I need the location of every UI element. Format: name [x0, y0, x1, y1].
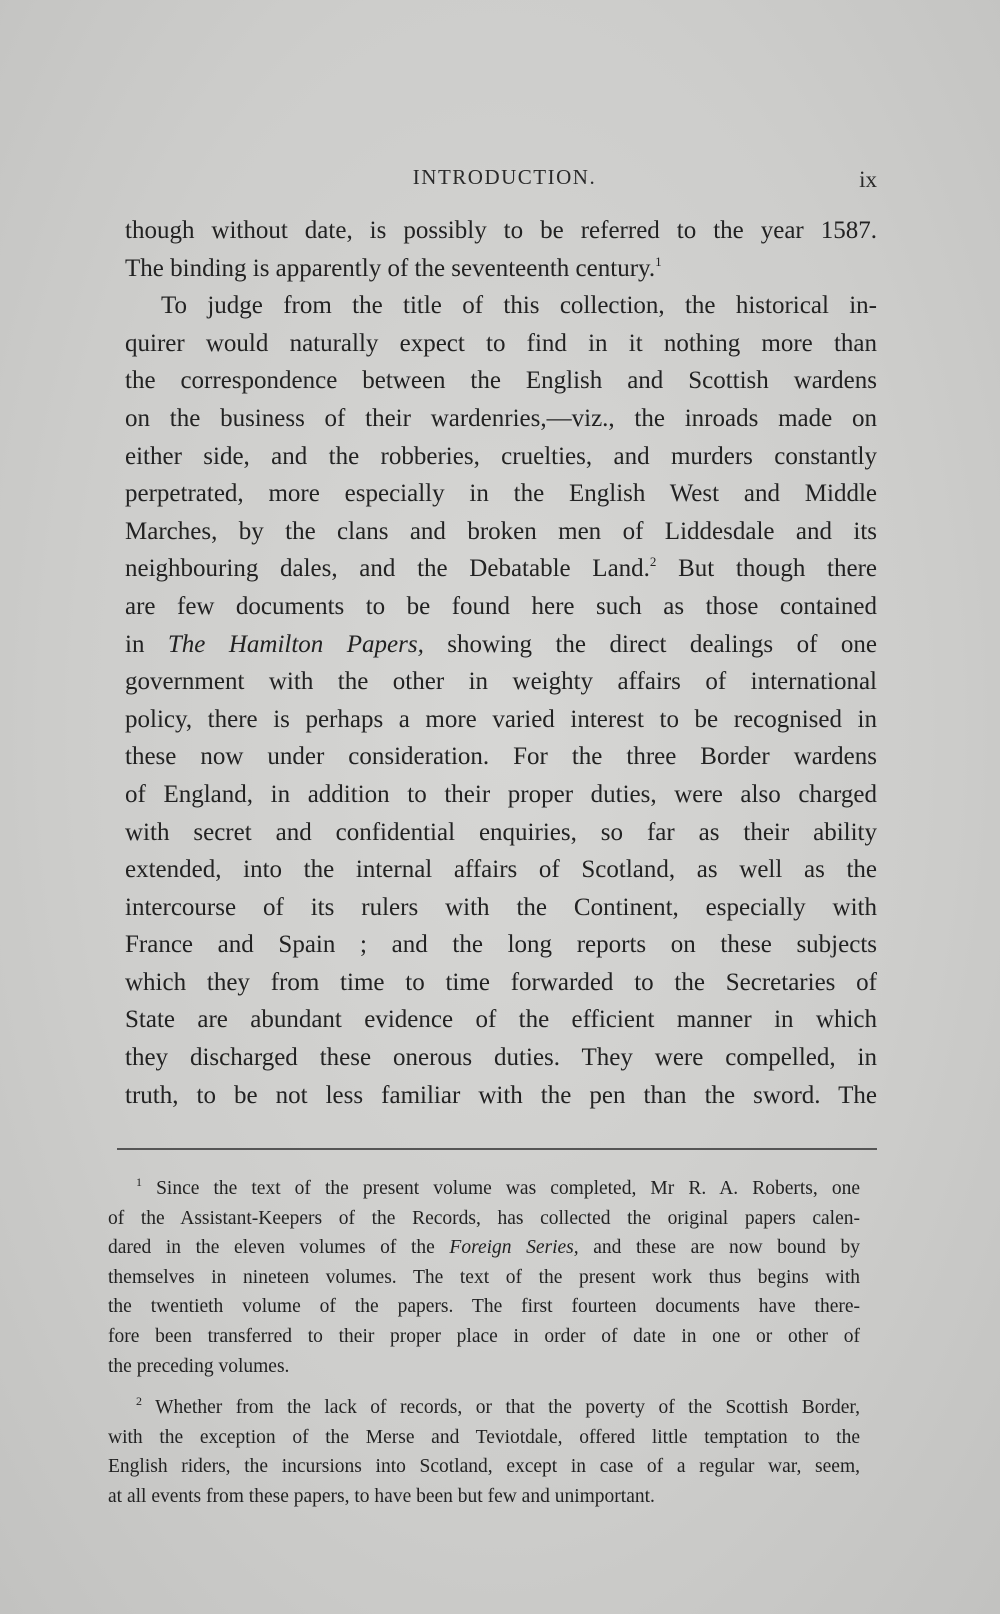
- footnote-1-line: the preceding volumes.: [108, 1355, 290, 1377]
- text-line: are few documents to be found here such as those contained: [125, 592, 877, 620]
- text-line: of England, in addition to their proper duties, were also charged: [125, 780, 877, 808]
- footnote-1-line: [108, 1174, 860, 1204]
- main-text: [125, 212, 877, 1114]
- paragraph-first-line: To judge from the title of this collection, the historical in-: [161, 292, 877, 320]
- text-line: France and Spain ; and the long reports on these subjects: [125, 931, 877, 959]
- footnote-ref: 2: [649, 554, 657, 570]
- text-line: quirer would naturally expect to find in it nothing more than: [125, 329, 877, 357]
- footnote-1-line: fore been transferred to their proper place in order of date in one or other of: [108, 1325, 860, 1347]
- text-span: in: [125, 630, 168, 658]
- text-line: [125, 550, 877, 588]
- text-line: extended, into the internal affairs of Scotland, as well as the: [125, 856, 877, 884]
- text-line: policy, there is perhaps a more varied interest to be recognised in: [125, 705, 877, 733]
- text-span: The binding is apparently of the seventeenth century.: [125, 254, 656, 282]
- text-span: But though there: [656, 555, 877, 583]
- italic-title: Foreign Series,: [449, 1237, 579, 1259]
- footnote-1-line: of the Assistant-Keepers of the Records, has collected the original papers calen-: [108, 1207, 860, 1229]
- text-line: [125, 626, 877, 664]
- text-line: these now under consideration. For the three Border wardens: [125, 743, 877, 771]
- running-head: INTRODUCTION.: [412, 165, 597, 189]
- page-header: [132, 165, 877, 199]
- text-line: though without date, is possibly to be referred to the year 1587.: [125, 217, 877, 244]
- italic-title: The Hamilton Papers,: [167, 630, 424, 658]
- text-span: dared in the eleven volumes of the: [108, 1237, 450, 1259]
- page-number: ix: [859, 167, 877, 192]
- text-span: and these are now bound by: [578, 1237, 861, 1259]
- text-span: showing the direct dealings of one: [423, 630, 877, 658]
- text-line: on the business of their wardenries,—viz., the inroads made on: [125, 404, 877, 432]
- footnote-1-line: [108, 1233, 860, 1263]
- footnote-ref: 1: [655, 253, 662, 269]
- text-line: which they from time to time forwarded to the Secretaries of: [125, 968, 877, 996]
- text-line: the correspondence between the English and Scottish wardens: [125, 367, 877, 395]
- text-span: Whether from the lack of records, or that the poverty of the Scottish Border,: [155, 1397, 860, 1419]
- footnote-2-mark: 2: [136, 1394, 142, 1409]
- text-line: they discharged these onerous duties. They were compelled, in: [125, 1044, 877, 1072]
- text-line: with secret and confidential enquiries, so far as their ability: [125, 818, 877, 846]
- footnote-1-line: themselves in nineteen volumes. The text of the present work thus begins with: [108, 1266, 860, 1288]
- text-span: Since the text of the present volume was completed, Mr R. A. Roberts, one: [156, 1178, 860, 1199]
- text-line: [125, 250, 877, 288]
- text-line: State are abundant evidence of the efficient manner in which: [125, 1006, 877, 1034]
- footnote-2-line: with the exception of the Merse and Teviotdale, offered little temptation to the: [108, 1426, 860, 1448]
- footnote-1-line: the twentieth volume of the papers. The first fourteen documents have there-: [108, 1296, 860, 1318]
- footnotes: [108, 1174, 860, 1512]
- footnote-gap: [108, 1381, 860, 1393]
- text-line: Marches, by the clans and broken men of Liddesdale and its: [125, 517, 877, 545]
- footnote-1-mark: 1: [136, 1175, 142, 1189]
- text-line: truth, to be not less familiar with the pen than the sword. The: [125, 1081, 877, 1109]
- footnote-rule: [117, 1148, 877, 1150]
- text-line: intercourse of its rulers with the Continent, especially with: [125, 893, 877, 921]
- footnote-2-line: [108, 1393, 860, 1423]
- text-span: neighbouring dales, and the Debatable Land.: [125, 555, 650, 583]
- text-line: either side, and the robberies, cruelties, and murders constantly: [125, 442, 877, 470]
- text-line: perpetrated, more especially in the English West and Middle: [125, 480, 877, 508]
- footnote-2-line: at all events from these papers, to have been but few and unimportant.: [108, 1485, 655, 1507]
- footnote-2-line: English riders, the incursions into Scotland, except in case of a regular war, seem,: [108, 1456, 860, 1478]
- text-line: government with the other in weighty affairs of international: [125, 668, 877, 696]
